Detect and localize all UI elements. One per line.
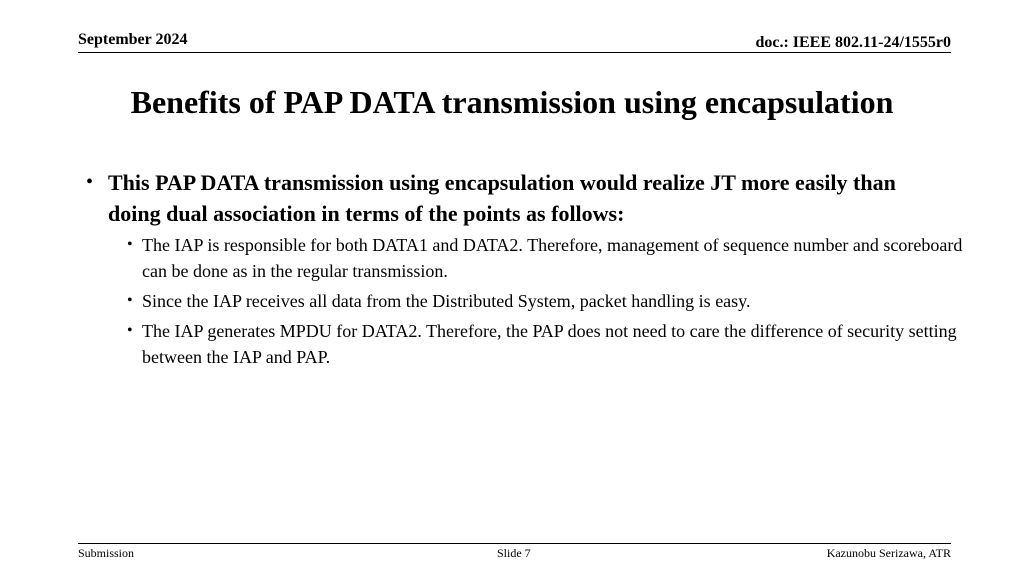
header-divider xyxy=(78,52,951,53)
footer-divider xyxy=(78,543,951,544)
sub-bullet-point xyxy=(126,288,974,314)
header-date: September 2024 xyxy=(78,31,188,48)
bullet-icon: • xyxy=(127,236,133,253)
footer-slide-number: Slide 7 xyxy=(497,546,531,560)
slide-title: Benefits of PAP DATA transmission using encapsulation xyxy=(130,84,894,120)
sub-point-text: Since the IAP receives all data from the Distributed System, packet handling is easy. xyxy=(142,291,751,311)
sub-bullet-point xyxy=(126,318,974,370)
bullet-icon: • xyxy=(86,171,94,193)
main-point-text: This PAP DATA transmission using encapsulation would realize JT more easily than doing dual association in terms of the points as follows: xyxy=(108,170,896,226)
sub-bullet-point xyxy=(126,232,974,284)
bullet-icon: • xyxy=(127,292,133,309)
sub-point-text: The IAP generates MPDU for DATA2. Therefore, the PAP does not need to care the difference of security setting between the IAP and PAP. xyxy=(142,321,957,367)
main-bullet-point xyxy=(84,167,938,229)
footer-author: Kazunobu Serizawa, ATR xyxy=(826,546,951,560)
sub-point-text: The IAP is responsible for both DATA1 and DATA2. Therefore, management of sequence number and scoreboard can be done as in the regular transmission. xyxy=(142,235,963,281)
bullet-icon: • xyxy=(127,322,133,339)
slide-body xyxy=(84,167,964,370)
footer-submission: Submission xyxy=(78,546,135,560)
header-doc-id: doc.: IEEE 802.11-24/1555r0 xyxy=(755,34,951,51)
